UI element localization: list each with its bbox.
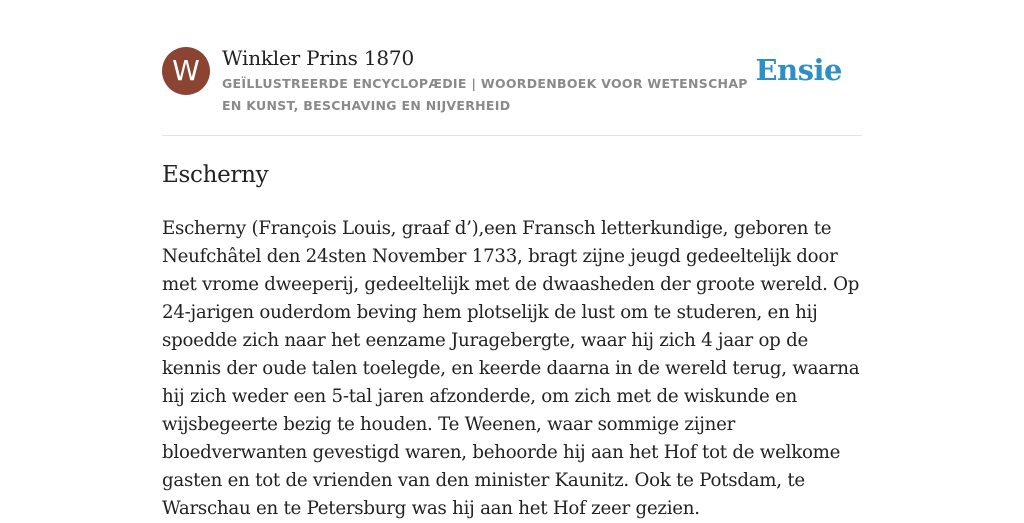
source-title[interactable]: Winkler Prins 1870 (222, 46, 414, 70)
source-subtitle: GEÏLLUSTREERDE ENCYCLOPÆDIE | WOORDENBOEK VOOR WETENSCHAP EN KUNST, BESCHAVING EN NIJVERHEID (222, 76, 748, 113)
brand-logo[interactable]: Ensie (755, 53, 842, 87)
source-header (162, 0, 862, 136)
entry-text: Escherny (François Louis, graaf d’),een Fransch letterkundige, geboren te Neufchâtel den 24sten November 1733, bragt zijne jeugd gedeeltelijk door met vrome dweeperij, gedeeltelijk met de dwaasheden der groote wereld. Op 24-jarigen ouderdom beving hem plotselijk de lust om te studeren, en hij spoedde zich naar het eenzame Juragebergte, waar hij zich 4 jaar op de kennis der oude talen toelegde, en keerde daarna in de wereld terug, waarna hij zich weder een 5-tal jaren afzonderde, om zich met de wiskunde en wijsbegeerte bezig te houden. Te Weenen, waar sommige zijner bloedverwanten gevestigd waren, behoorde hij aan het Hof tot de welkome gasten en tot de vrienden van den minister Kaunitz. Ook te Potsdam, te Warschau en te Petersburg was hij aan het Hof zeer gezien. (162, 218, 860, 519)
entry-card (162, 0, 862, 523)
entry-title: Escherny (162, 162, 269, 188)
source-avatar[interactable]: W (162, 47, 210, 95)
source-titles (222, 44, 762, 117)
